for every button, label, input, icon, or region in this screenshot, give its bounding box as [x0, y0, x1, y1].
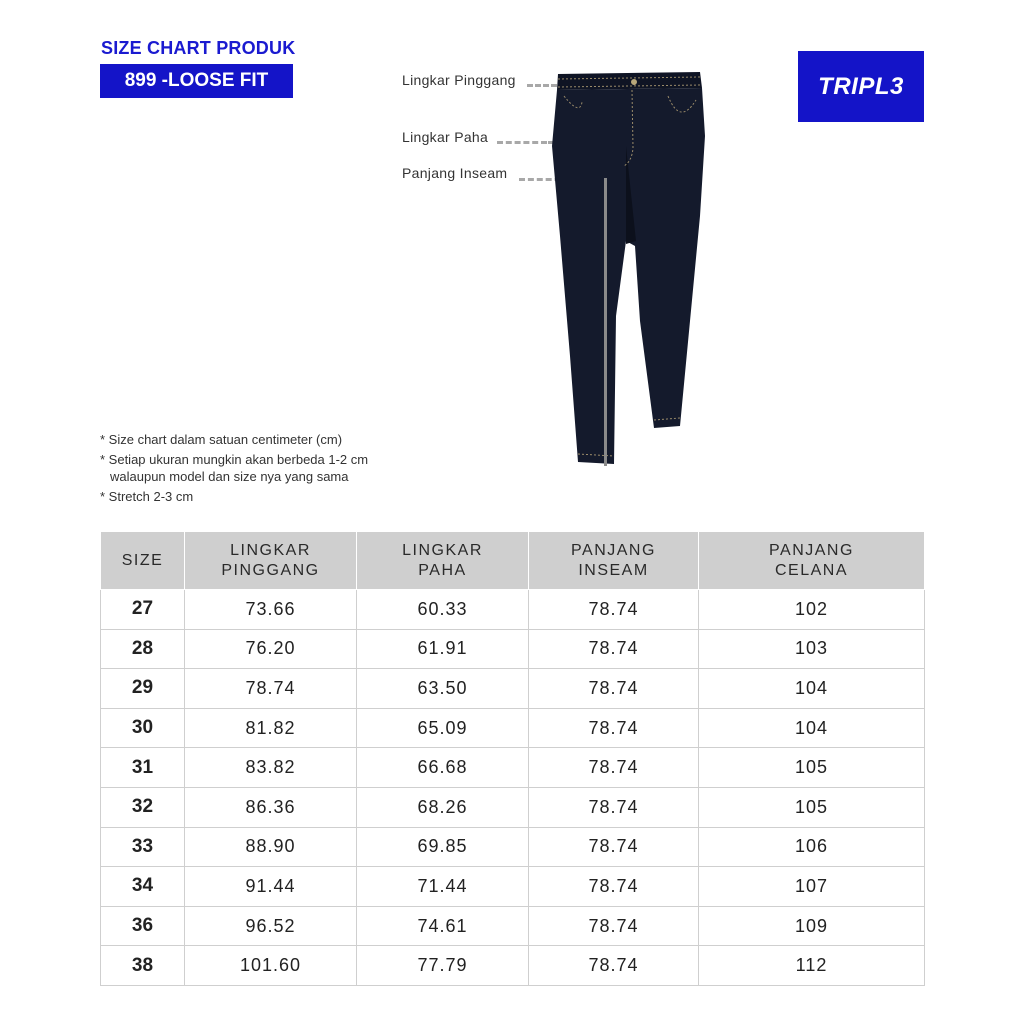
header-inseam: PANJANG INSEAM: [529, 532, 699, 590]
table-row: [101, 708, 925, 748]
measurement-cell: 68.26: [357, 787, 529, 827]
measurement-cell: 105: [699, 748, 925, 788]
model-badge: 899 -LOOSE FIT: [100, 64, 293, 98]
table-row: [101, 867, 925, 907]
size-notes: [100, 430, 368, 507]
measurement-cell: 73.66: [185, 590, 357, 630]
size-cell: 31: [101, 748, 185, 788]
table-header-row: [101, 532, 925, 590]
measurement-cell: 78.74: [529, 787, 699, 827]
measurement-cell: 83.82: [185, 748, 357, 788]
measurement-cell: 78.74: [529, 906, 699, 946]
size-cell: 34: [101, 867, 185, 907]
size-cell: 32: [101, 787, 185, 827]
measurement-cell: 78.74: [529, 590, 699, 630]
table-row: [101, 669, 925, 709]
measurement-cell: 76.20: [185, 629, 357, 669]
table-row: [101, 748, 925, 788]
measurement-cell: 78.74: [529, 827, 699, 867]
waist-label: Lingkar Pinggang: [402, 72, 516, 88]
measurement-cell: 78.74: [529, 748, 699, 788]
size-cell: 33: [101, 827, 185, 867]
measurement-cell: 61.91: [357, 629, 529, 669]
measurement-cell: 103: [699, 629, 925, 669]
measurement-cell: 78.74: [185, 669, 357, 709]
note-unit: * Size chart dalam satuan centimeter (cm): [100, 432, 343, 447]
inseam-label: Panjang Inseam: [402, 165, 508, 181]
header-size: SIZE: [101, 532, 185, 590]
measurement-cell: 81.82: [185, 708, 357, 748]
size-cell: 28: [101, 629, 185, 669]
header-thigh: LINGKAR PAHA: [357, 532, 529, 590]
note-variance: * Setiap ukuran mungkin akan berbeda 1-2 cm: [100, 452, 369, 467]
table-row: [101, 629, 925, 669]
measurement-cell: 107: [699, 867, 925, 907]
measurement-cell: 78.74: [529, 629, 699, 669]
table-body: [101, 590, 925, 986]
size-cell: 38: [101, 946, 185, 986]
size-chart-title: SIZE CHART PRODUK: [101, 38, 296, 58]
measurement-cell: 71.44: [357, 867, 529, 907]
measurement-cell: 109: [699, 906, 925, 946]
measurement-cell: 102: [699, 590, 925, 630]
measurement-cell: 104: [699, 669, 925, 709]
size-table: [100, 531, 925, 986]
measurement-cell: 78.74: [529, 708, 699, 748]
jeans-illustration: [540, 66, 710, 466]
measurement-cell: 63.50: [357, 669, 529, 709]
measurement-cell: 69.85: [357, 827, 529, 867]
measurement-cell: 74.61: [357, 906, 529, 946]
note-stretch: * Stretch 2-3 cm: [100, 489, 194, 504]
measurement-cell: 65.09: [357, 708, 529, 748]
size-cell: 29: [101, 669, 185, 709]
note-variance-cont: walaupun model dan size nya yang sama: [110, 469, 349, 484]
measurement-cell: 91.44: [185, 867, 357, 907]
measurement-cell: 60.33: [357, 590, 529, 630]
size-cell: 36: [101, 906, 185, 946]
table-row: [101, 787, 925, 827]
header-waist: LINGKAR PINGGANG: [185, 532, 357, 590]
size-cell: 30: [101, 708, 185, 748]
size-cell: 27: [101, 590, 185, 630]
measurement-cell: 106: [699, 827, 925, 867]
table-row: [101, 827, 925, 867]
measurement-cell: 86.36: [185, 787, 357, 827]
measurement-cell: 88.90: [185, 827, 357, 867]
measurement-cell: 104: [699, 708, 925, 748]
thigh-label: Lingkar Paha: [402, 129, 489, 145]
table-row: [101, 590, 925, 630]
measurement-cell: 78.74: [529, 669, 699, 709]
measurement-cell: 96.52: [185, 906, 357, 946]
measurement-cell: 78.74: [529, 946, 699, 986]
measurement-cell: 66.68: [357, 748, 529, 788]
measurement-cell: 105: [699, 787, 925, 827]
table-row: [101, 946, 925, 986]
measurement-cell: 101.60: [185, 946, 357, 986]
measurement-cell: 77.79: [357, 946, 529, 986]
measurement-cell: 78.74: [529, 867, 699, 907]
header-length: PANJANG CELANA: [699, 532, 925, 590]
measurement-cell: 112: [699, 946, 925, 986]
table-row: [101, 906, 925, 946]
brand-logo: TRIPL3: [798, 51, 924, 122]
